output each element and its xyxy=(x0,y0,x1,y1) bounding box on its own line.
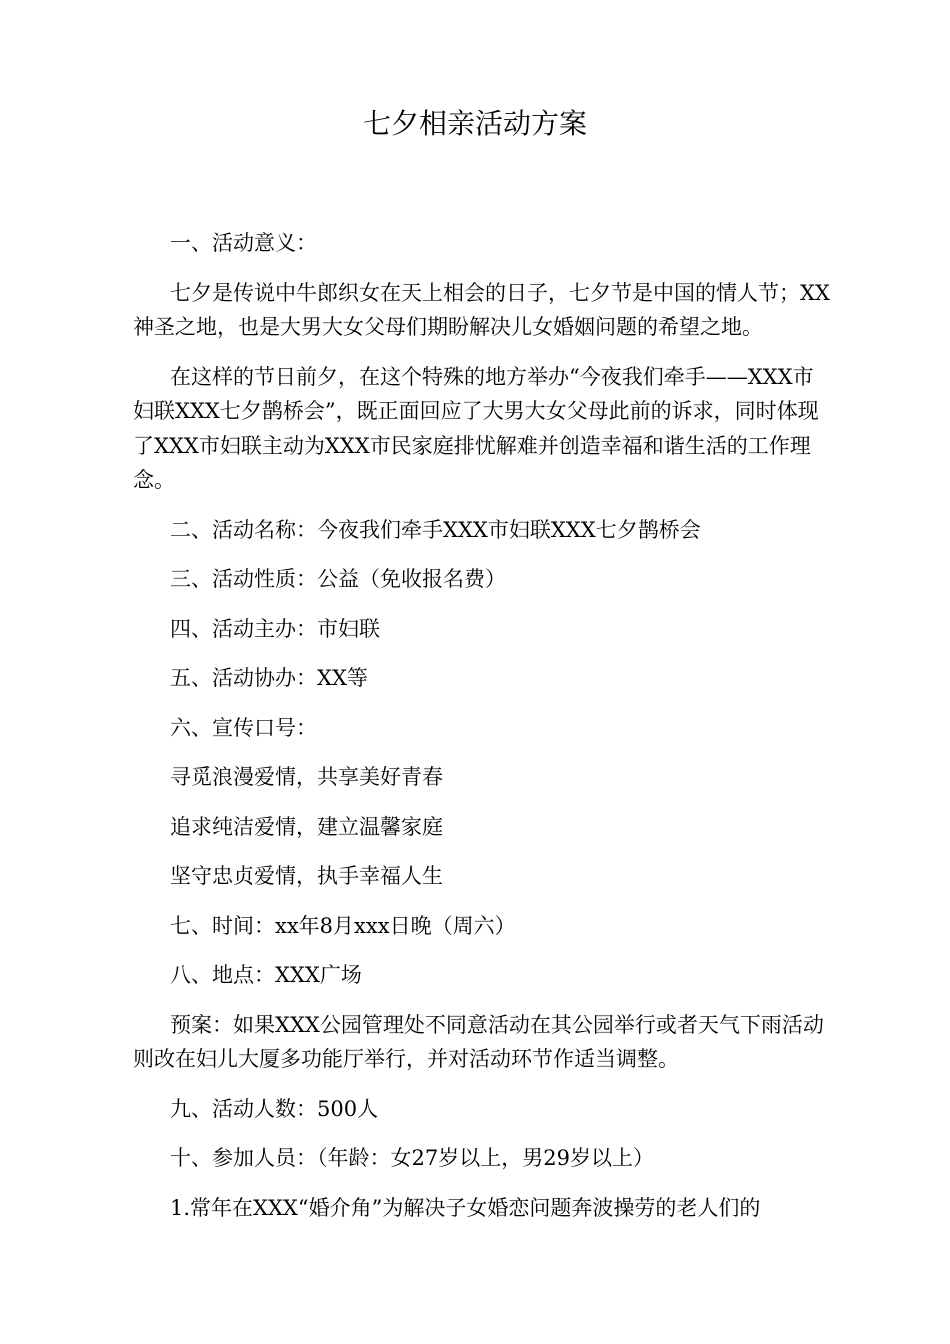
section-slogan-heading: 六、宣传口号： xyxy=(170,715,317,740)
section-co-organizer: 五、活动协办：XX等 xyxy=(170,666,368,690)
section-heading-significance: 一、活动意义： xyxy=(170,231,317,255)
section-location: 八、地点：XXX广场 xyxy=(170,963,362,987)
section-organizer: 四、活动主办：市妇联 xyxy=(170,616,380,641)
section-event-nature: 三、活动性质：公益（免收报名费） xyxy=(170,567,506,591)
slogan-line-2: 追求纯洁爱情，建立温馨家庭 xyxy=(170,814,443,839)
section-event-name: 二、活动名称：今夜我们牵手XXX市妇联XXX七夕鹊桥会 xyxy=(170,517,701,542)
list-item-participants-1: 1.常年在XXX“婚介角”为解决子女婚恋问题奔波操劳的老人们的 xyxy=(170,1195,761,1220)
section-participant-count: 九、活动人数：500人 xyxy=(170,1096,379,1121)
paragraph-qixi-intro: 七夕是传说中牛郎织女在天上相会的日子，七夕节是中国的情人节；XX神圣之地，也是大男大女父母们期盼解决儿女婚姻问题的希望之地。 xyxy=(133,280,830,339)
section-time: 七、时间：xx年8月xxx日晚（周六） xyxy=(170,913,516,938)
paragraph-event-purpose: 在这样的节日前夕，在这个特殊的地方举办“今夜我们牵手——XXX市妇联XXX七夕鹊桥会”，既正面回应了大男大女父母此前的诉求，同时体现了XXX市妇联主动为XXX市民家庭排忧解难并创造幸福和谐生活的工作理念。 xyxy=(133,364,819,492)
document-title: 七夕相亲活动方案 xyxy=(362,107,587,140)
paragraph-contingency-plan: 预案：如果XXX公园管理处不同意活动在其公园举行或者天气下雨活动则改在妇儿大厦多功能厅举行，并对活动环节作适当调整。 xyxy=(133,1012,824,1071)
slogan-line-3: 坚守忠贞爱情，执手幸福人生 xyxy=(170,864,443,888)
slogan-line-1: 寻觅浪漫爱情，共享美好青春 xyxy=(170,765,443,789)
section-participants: 十、参加人员：（年龄：女27岁以上，男29岁以上） xyxy=(170,1146,654,1170)
document-body xyxy=(133,226,833,1225)
